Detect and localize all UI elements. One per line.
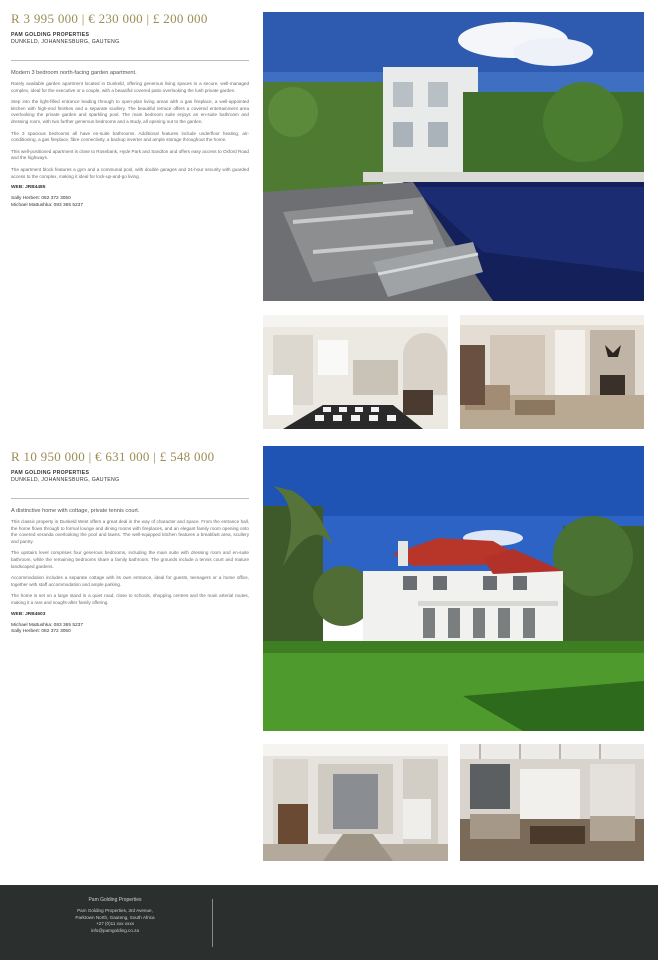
footer-title: Pam Golding Properties (88, 897, 142, 903)
listing-1-divider (11, 60, 249, 61)
listing-1-web-ref[interactable]: WEB: JRB4485 (11, 185, 46, 191)
listing-2-contact: Sally Herbert: 082 372 3050 (11, 629, 71, 635)
listing-1-paragraph: Rarely available garden apartment located in Dunkeld, offering generous living spaces in a secure, well-managed complex, ideal for the executive or a couple, with a beautiful covered patio overlooking the lush private garden. (11, 81, 249, 93)
listing-1 (0, 0, 658, 438)
listing-2-web-ref[interactable]: WEB: JRB4603 (11, 611, 46, 617)
footer-phone[interactable]: +27 (0)11 xxx xxxx (95, 921, 135, 927)
listing-2-contact: Michael Mattushka: 083 365 5237 (11, 622, 84, 628)
listing-2-hallway-photo (263, 744, 448, 861)
listing-2-paragraph: The upstairs level comprises four generous bedrooms, including the main suite with dressing room and en-suite bathroom, while the remaining bedrooms share a family bathroom. The grounds include a tennis court and mature landscaped gardens. (11, 550, 249, 569)
listing-1-main-photo-pool (263, 12, 644, 301)
listing-1-location: DUNKELD, JOHANNESBURG, GAUTENG (11, 39, 120, 45)
listing-2-paragraph: Accommodation includes a separate cottage with its own entrance, ideal for guests, teenagers or a home office, together with staff accommodation and ample parking. (11, 575, 249, 587)
listing-1-headline: Modern 3 bedroom north-facing garden apartment. (11, 70, 137, 76)
listing-1-paragraph: Step into the light-filled entrance leading through to open-plan living areas with a gas fireplace, a well-appointed kitchen with high-end finishes and a separate scullery. The beautiful terrace offers a covered entertainment area overlooking the private garden and sparkling pool. The main bedroom suite enjoys an en-suite bathroom and dressing room, with two further generous bedrooms and a study, all opening out to the garden. (11, 99, 249, 124)
listing-2-price: R 10 950 000 | € 631 000 | £ 548 000 (11, 449, 215, 464)
listing-1-lounge-photo (460, 315, 644, 429)
listing-1-paragraph: The apartment block features a gym and a communal pool, with double garages and 24-hour security with guarded access to the complex, making it ideal for lock-up-and-go living. (11, 166, 249, 179)
listing-2-main-photo-house (263, 446, 644, 731)
listing-1-contact: Michael Mattushka: 083 365 5237 (11, 202, 84, 208)
listing-1-paragraph: This well-positioned apartment is close to Rosebank, Hyde Park and Sandton and offers easy access to Oxford Road and the highways. (11, 148, 249, 161)
footer-address-line: Pam Golding Properties, 3rd Avenue, (77, 908, 153, 913)
listing-2-paragraph: The home is set on a large stand in a quiet road, close to schools, shopping centres and the main arterial routes, making it a rare and sought-after family offering. (11, 593, 249, 605)
footer-divider (212, 899, 213, 947)
listing-2-living-room-photo (460, 744, 644, 861)
listing-2-divider (11, 498, 249, 499)
listing-2-headline: A distinctive home with cottage, private tennis court. (11, 508, 140, 514)
footer-address-line: Parktown North, Gauteng, South Africa (75, 914, 155, 920)
listing-1-paragraph: The 3 spacious bedrooms all have en-suite bathrooms. Additional features include underfloor heating, air-conditioning, a gas fireplace, fibre connectivity, a backup inverter and ample storage throughout the home. (11, 130, 249, 143)
listing-2-location: DUNKELD, JOHANNESBURG, GAUTENG (11, 477, 120, 483)
listing-1-brand: PAM GOLDING PROPERTIES (11, 32, 90, 38)
listing-1-contact: Sally Herbert: 082 372 3050 (11, 196, 71, 202)
footer (0, 885, 658, 960)
footer-email[interactable]: info@pamgolding.co.za (90, 927, 140, 933)
listing-1-price: R 3 995 000 | € 230 000 | £ 200 000 (11, 11, 208, 26)
listing-2-details (11, 438, 249, 636)
listing-1-kitchen-photo (263, 315, 448, 429)
listing-2-brand: PAM GOLDING PROPERTIES (11, 470, 90, 476)
listing-2 (0, 438, 658, 870)
listing-2-paragraph: This classic property in Dunkeld West offers a great deal in the way of character and space. From the entrance hall, the home flows through to formal lounge and dining rooms with fireplaces, and an elegant family room opening onto the covered veranda overlooking the pool and lawns. The well-equipped kitchen features a breakfast area, scullery and pantry. (11, 519, 249, 544)
listing-1-details (11, 0, 249, 210)
footer-contact-block (30, 897, 200, 934)
